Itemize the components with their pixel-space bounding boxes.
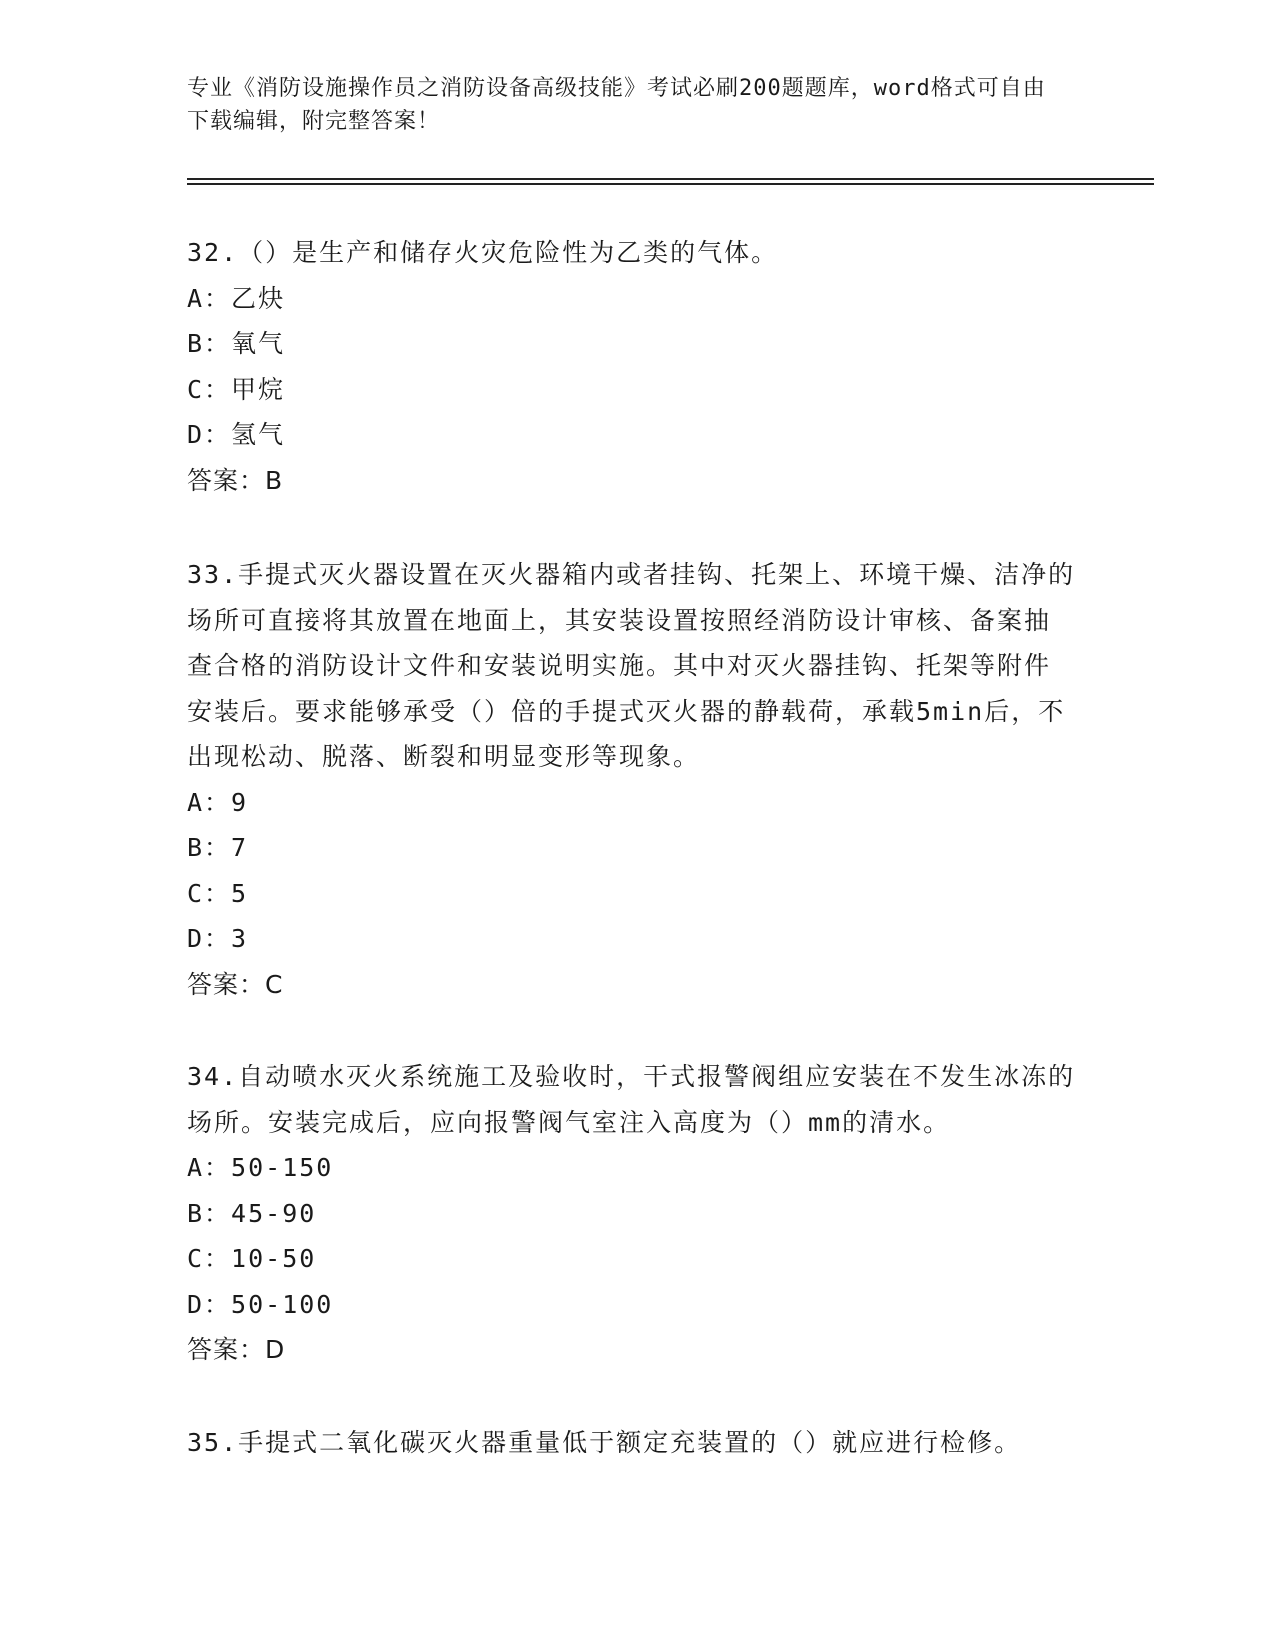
question-32	[187, 230, 1077, 503]
question-stem: 34.自动喷水灭火系统施工及验收时，干式报警阀组应安装在不发生冰冻的场所。安装完成后，应向报警阀气室注入高度为（）mm的清水。	[187, 1062, 1076, 1137]
option-c: C：10-50	[187, 1244, 317, 1273]
question-stem: 33.手提式灭火器设置在灭火器箱内或者挂钩、托架上、环境干燥、洁净的场所可直接将其放置在地面上，其安装设置按照经消防设计审核、备案抽查合格的消防设计文件和安装说明实施。其中对灭火器挂钩、托架等附件安装后。要求能够承受（）倍的手提式灭火器的静载荷，承载5min后，不出现松动、脱落、断裂和明显变形等现象。	[187, 560, 1076, 771]
option-d: D：氢气	[187, 420, 286, 449]
question-stem: 32.（）是生产和储存火灾危险性为乙类的气体。	[187, 238, 779, 267]
option-d: D：3	[187, 924, 249, 953]
document-header: 专业《消防设施操作员之消防设备高级技能》考试必刷200题题库，word格式可自由下载编辑，附完整答案！	[187, 76, 1046, 134]
option-c: C：5	[187, 878, 249, 908]
option-a: A：50-150	[187, 1153, 334, 1182]
option-b: B：45-90	[187, 1198, 317, 1228]
question-33	[187, 552, 1077, 1007]
option-a: A：乙炔	[187, 283, 286, 313]
option-b: B：氧气	[187, 329, 286, 358]
header-divider-top	[187, 178, 1154, 180]
answer-line: 答案：D	[187, 1335, 286, 1364]
header-divider-bottom	[187, 183, 1154, 185]
option-b: B：7	[187, 833, 249, 862]
answer-line: 答案：B	[187, 465, 284, 495]
answer-line: 答案：C	[187, 969, 284, 999]
question-34	[187, 1054, 1077, 1373]
option-d: D：50-100	[187, 1289, 334, 1319]
option-a: A：9	[187, 787, 249, 817]
option-c: C：甲烷	[187, 374, 286, 404]
question-stem: 35.手提式二氧化碳灭火器重量低于额定充装置的（）就应进行检修。	[187, 1428, 1022, 1457]
question-35	[187, 1420, 1077, 1466]
